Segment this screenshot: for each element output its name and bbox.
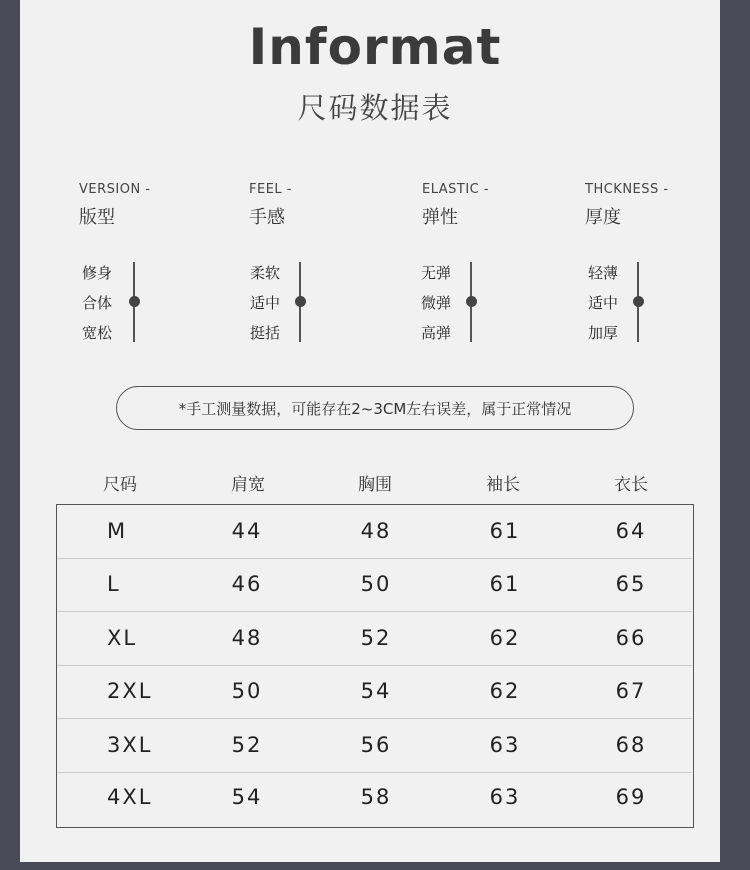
attr-version-en: VERSION -	[79, 182, 151, 197]
table-cell: 64	[615, 519, 647, 543]
table-cell: 52	[231, 733, 263, 757]
table-cell: 54	[360, 679, 392, 703]
table-cell: 4XL	[107, 785, 153, 809]
column-header-shoulder: 肩宽	[231, 475, 265, 495]
table-cell: 61	[489, 572, 521, 596]
option-label: 高弹	[421, 324, 452, 342]
table-cell: 48	[231, 626, 263, 650]
attr-elastic-en: ELASTIC -	[422, 182, 490, 197]
measurement-note: *手工测量数据，可能存在2~3CM左右误差，属于正常情况	[116, 386, 634, 430]
scale-marker	[466, 296, 477, 307]
table-cell: 69	[615, 785, 647, 809]
table-cell: 63	[489, 785, 521, 809]
option-label: 挺括	[250, 324, 281, 342]
option-label: 适中	[250, 294, 281, 312]
attr-elastic-cn: 弹性	[422, 207, 458, 228]
table-cell: 63	[489, 733, 521, 757]
column-header-size: 尺码	[103, 475, 137, 495]
table-cell: 56	[360, 733, 392, 757]
attr-feel-cn: 手感	[249, 207, 285, 228]
table-cell: XL	[107, 626, 138, 650]
option-label: 合体	[82, 294, 113, 312]
table-cell: 46	[231, 572, 263, 596]
table-cell: 67	[615, 679, 647, 703]
page-subtitle: 尺码数据表	[297, 91, 453, 125]
option-label: 微弹	[421, 294, 452, 312]
attr-elastic	[422, 182, 489, 229]
attr-thickness-en: THCKNESS -	[585, 182, 669, 197]
table-row	[57, 612, 692, 666]
attr-version	[79, 182, 151, 229]
table-cell: 54	[231, 785, 263, 809]
size-table	[56, 504, 694, 828]
table-cell: 50	[360, 572, 392, 596]
option-label: 宽松	[82, 324, 113, 342]
option-label: 柔软	[250, 264, 281, 282]
table-cell: 66	[615, 626, 647, 650]
table-row	[57, 665, 692, 719]
column-header-length: 衣长	[614, 475, 648, 495]
table-cell: 62	[489, 679, 521, 703]
option-label: 无弹	[421, 264, 452, 282]
table-cell: 65	[615, 572, 647, 596]
column-header-chest: 胸围	[358, 475, 392, 495]
scale-marker	[633, 296, 644, 307]
table-cell: L	[107, 572, 121, 596]
page-title: Informat	[248, 18, 502, 76]
table-header	[56, 470, 694, 494]
table-cell: M	[107, 519, 128, 543]
table-row	[57, 771, 692, 824]
table-cell: 62	[489, 626, 521, 650]
scale-marker	[129, 296, 140, 307]
table-cell: 58	[360, 785, 392, 809]
table-cell: 61	[489, 519, 521, 543]
option-label: 轻薄	[588, 264, 619, 282]
table-cell: 48	[360, 519, 392, 543]
table-row	[57, 505, 692, 559]
option-label: 加厚	[588, 324, 619, 342]
table-row	[57, 558, 692, 612]
table-row	[57, 719, 692, 773]
table-cell: 50	[231, 679, 263, 703]
scale-marker	[295, 296, 306, 307]
option-label: 适中	[588, 294, 619, 312]
table-cell: 3XL	[107, 733, 153, 757]
attr-thickness-cn: 厚度	[585, 207, 621, 228]
table-cell: 44	[231, 519, 263, 543]
table-cell: 2XL	[107, 679, 153, 703]
column-header-sleeve: 袖长	[486, 475, 520, 495]
option-label: 修身	[82, 264, 113, 282]
table-cell: 68	[615, 733, 647, 757]
attr-thickness	[585, 182, 669, 229]
attr-feel-en: FEEL -	[249, 182, 292, 197]
attr-feel	[249, 182, 292, 229]
table-cell: 52	[360, 626, 392, 650]
attr-version-cn: 版型	[79, 207, 115, 228]
